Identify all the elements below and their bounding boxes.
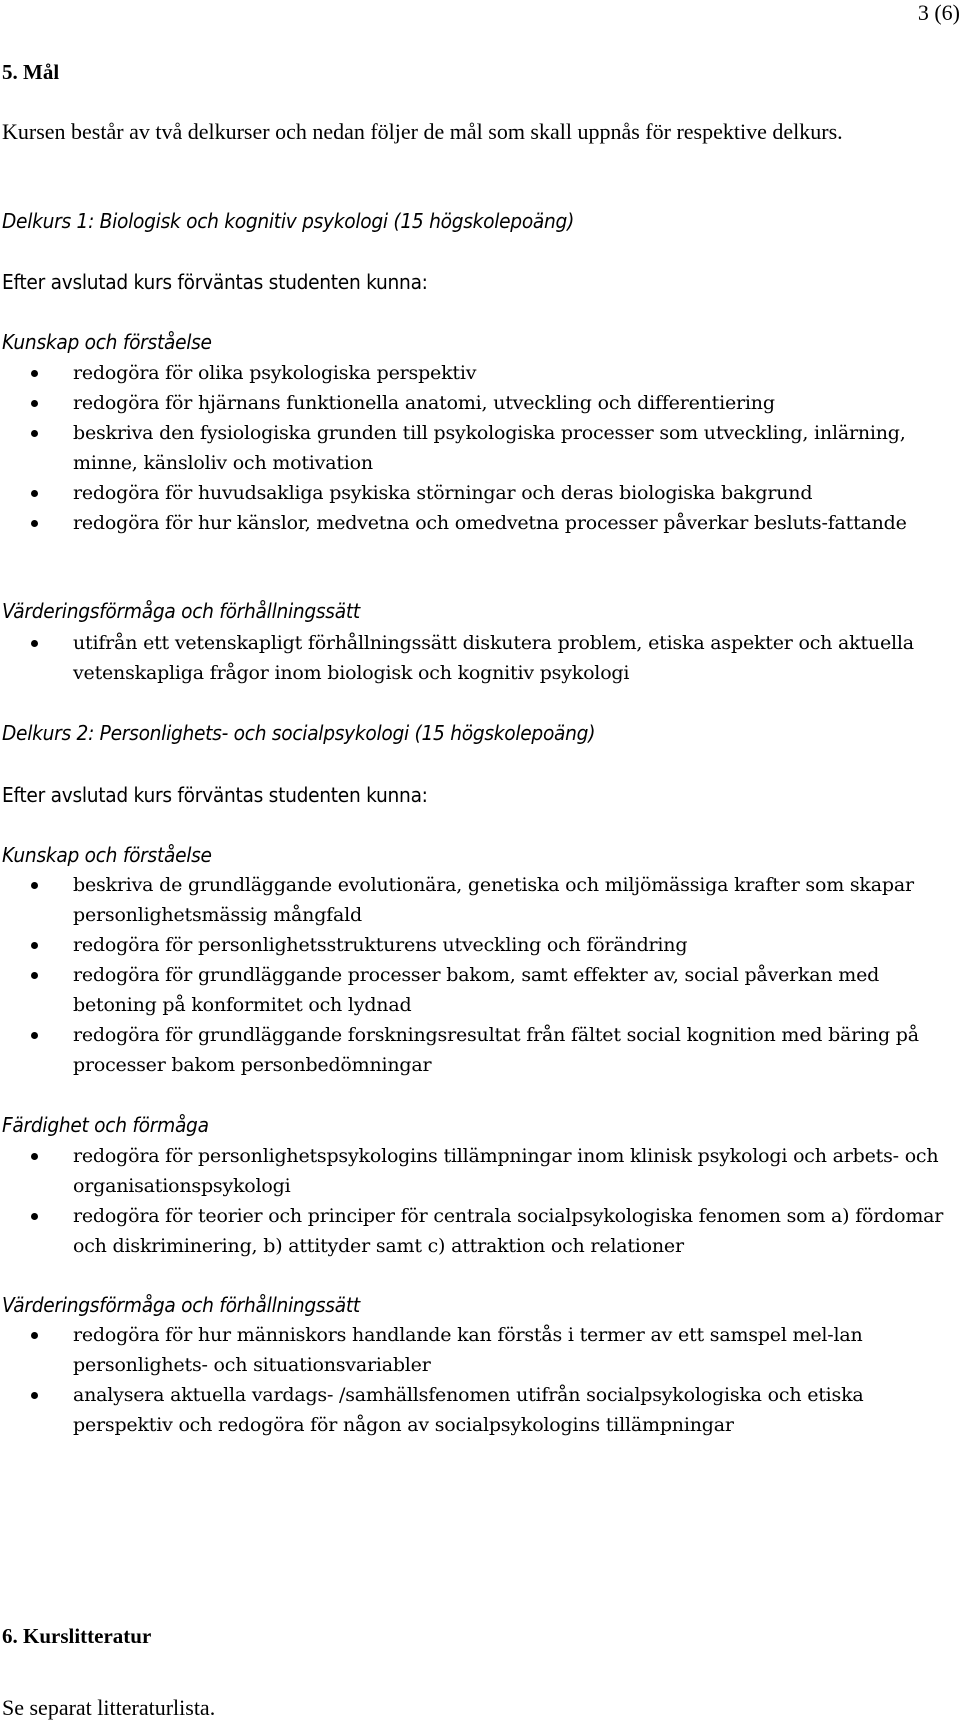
bullet-icon [31, 490, 38, 497]
delkurs-2-fardighet-list [0, 1141, 950, 1261]
section-5-intro: Kursen består av två delkurser och nedan följer de mål som skall uppnås för respektive delkurs. [2, 119, 843, 144]
list-item: beskriva de grundläggande evolutionära, genetiska och miljömässiga krafter som skapar personlighetsmässig mångfald [0, 870, 950, 930]
list-item: redogöra för hur känslor, medvetna och omedvetna processer påverkar besluts-fattande [0, 508, 950, 538]
delkurs-2-title: Delkurs 2: Personlighets- och socialpsykologi (15 högskolepoäng) [2, 721, 596, 745]
delkurs-2-vardering-heading: Värderingsförmåga och förhållningssätt [2, 1293, 360, 1317]
delkurs-2-kunskap-heading: Kunskap och förståelse [2, 843, 212, 867]
list-item: analysera aktuella vardags- /samhällsfenomen utifrån socialpsykologiska och etiska perspektiv och redogöra för någon av socialpsykologins tillämpningar [0, 1380, 950, 1440]
bullet-icon [31, 370, 38, 377]
list-item: redogöra för personlighetsstrukturens utveckling och förändring [0, 930, 950, 960]
bullet-icon [31, 882, 38, 889]
bullet-icon [31, 1392, 38, 1399]
list-item: redogöra för olika psykologiska perspektiv [0, 358, 950, 388]
delkurs-1-title: Delkurs 1: Biologisk och kognitiv psykologi (15 högskolepoäng) [2, 209, 575, 233]
bullet-icon [31, 942, 38, 949]
list-item: redogöra för hjärnans funktionella anatomi, utveckling och differentiering [0, 388, 950, 418]
delkurs-1-vardering-heading: Värderingsförmåga och förhållningssätt [2, 599, 360, 623]
section-6-text: Se separat litteraturlista. [2, 1695, 216, 1720]
list-item: beskriva den fysiologiska grunden till psykologiska processer som utveckling, inlärning, minne, känsloliv och motivation [0, 418, 950, 478]
delkurs-1-kunskap-heading: Kunskap och förståelse [2, 330, 212, 354]
list-item: utifrån ett vetenskapligt förhållningssätt diskutera problem, etiska aspekter och aktuella vetenskapliga frågor inom biologisk och kognitiv psykologi [0, 628, 950, 688]
delkurs-1-vardering-list [0, 628, 950, 688]
delkurs-2-vardering-list [0, 1320, 950, 1440]
bullet-icon [31, 1032, 38, 1039]
bullet-icon [31, 640, 38, 647]
delkurs-2-fardighet-heading: Färdighet och förmåga [2, 1113, 209, 1137]
list-item: redogöra för personlighetspsykologins tillämpningar inom klinisk psykologi och arbets- och organisationspsykologi [0, 1141, 950, 1201]
page-number: 3 (6) [917, 0, 960, 25]
bullet-icon [31, 430, 38, 437]
list-item: redogöra för grundläggande forskningsresultat från fältet social kognition med bäring på processer bakom personbedömningar [0, 1020, 950, 1080]
delkurs-1-lead: Efter avslutad kurs förväntas studenten kunna: [2, 270, 428, 294]
section-5-heading: 5. Mål [2, 60, 60, 84]
delkurs-2-kunskap-list [0, 870, 950, 1080]
delkurs-1-kunskap-list [0, 358, 950, 538]
section-6-heading: 6. Kurslitteratur [2, 1624, 152, 1648]
list-item: redogöra för hur människors handlande kan förstås i termer av ett samspel mel-lan personlighets- och situationsvariabler [0, 1320, 950, 1380]
list-item: redogöra för huvudsakliga psykiska störningar och deras biologiska bakgrund [0, 478, 950, 508]
bullet-icon [31, 1332, 38, 1339]
list-item: redogöra för teorier och principer för centrala socialpsykologiska fenomen som a) fördomar och diskriminering, b) attityder samt c) attraktion och relationer [0, 1201, 950, 1261]
list-item: redogöra för grundläggande processer bakom, samt effekter av, social påverkan med betoning på konformitet och lydnad [0, 960, 950, 1020]
bullet-icon [31, 400, 38, 407]
delkurs-2-lead: Efter avslutad kurs förväntas studenten kunna: [2, 783, 428, 807]
bullet-icon [31, 520, 38, 527]
bullet-icon [31, 1153, 38, 1160]
bullet-icon [31, 1213, 38, 1220]
bullet-icon [31, 972, 38, 979]
